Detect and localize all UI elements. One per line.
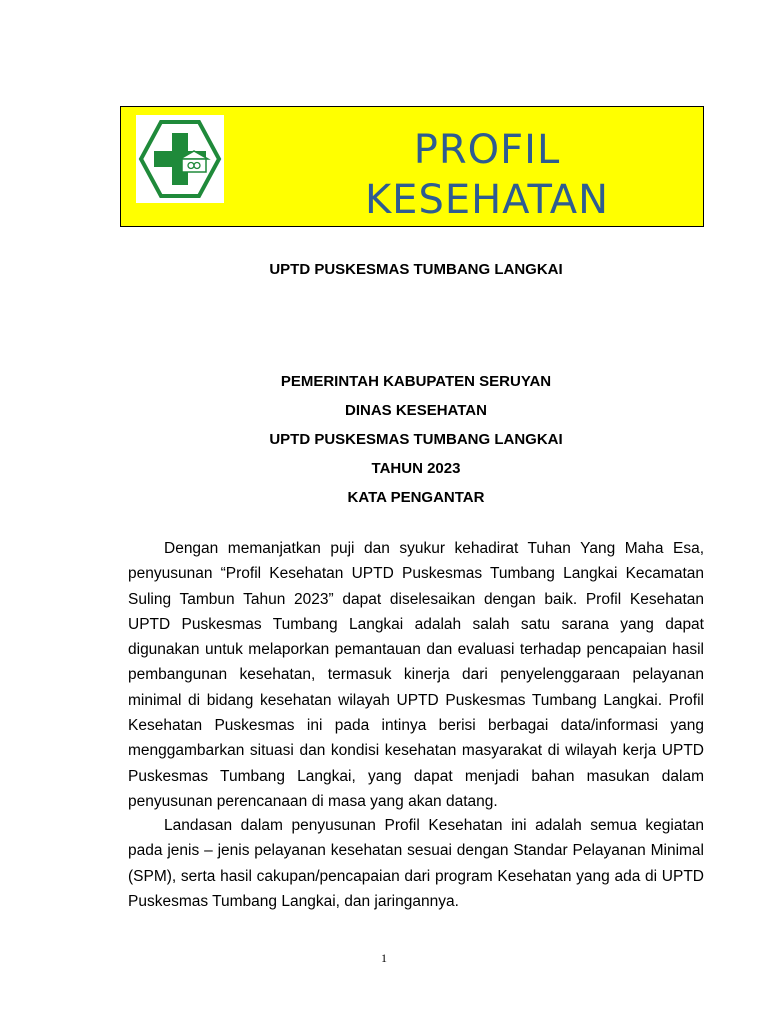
title-banner [120,106,704,227]
banner-title [271,125,703,225]
heading-line-puskesmas: UPTD PUSKESMAS TUMBANG LANGKAI [269,431,563,448]
paragraph-2: Landasan dalam penyusunan Profil Kesehatan ini adalah semua kegiatan pada jenis – jenis pelayanan kesehatan sesuai dengan Standar Pelayanan Minimal (SPM), serta hasil cakupan/pencapaian dari program Kesehatan yang ada di UPTD Puskesmas Tumbang Langkai, dan jaringannya. [128,817,704,910]
page-number: 1 [381,951,387,965]
subtitle: UPTD PUSKESMAS TUMBANG LANGKAI [269,261,563,278]
paragraph-1: Dengan memanjatkan puji dan syukur kehadirat Tuhan Yang Maha Esa, penyusunan “Profil Kesehatan UPTD Puskesmas Tumbang Langkai Kecamatan Suling Tambun Tahun 2023” dapat diselesaikan dengan baik. Profil Kesehatan UPTD Puskesmas Tumbang Langkai adalah salah satu sarana yang dapat digunakan untuk melaporkan pemantauan dan evaluasi terhadap pencapaian hasil pembangunan kesehatan, termasuk kinerja dari penyelenggaraan pelayanan minimal di bidang kesehatan wilayah UPTD Puskesmas Tumbang Langkai. Profil Kesehatan Puskesmas ini pada intinya berisi berbagai data/informasi yang menggambarkan situasi dan kondisi kesehatan masyarakat di wilayah kerja UPTD Puskesmas Tumbang Langkai, yang dapat menjadi bahan masukan dalam penyusunan perencanaan di masa yang akan datang. [128,540,704,810]
puskesmas-logo-icon [136,115,224,203]
heading-line-foreword: KATA PENGANTAR [347,489,485,506]
heading-line-year: TAHUN 2023 [371,460,461,477]
heading-line-department: DINAS KESEHATAN [345,402,487,419]
banner-title-line-2: KESEHATAN [364,177,610,223]
banner-title-line-1: PROFIL [413,127,561,173]
heading-line-government: PEMERINTAH KABUPATEN SERUYAN [280,373,552,390]
